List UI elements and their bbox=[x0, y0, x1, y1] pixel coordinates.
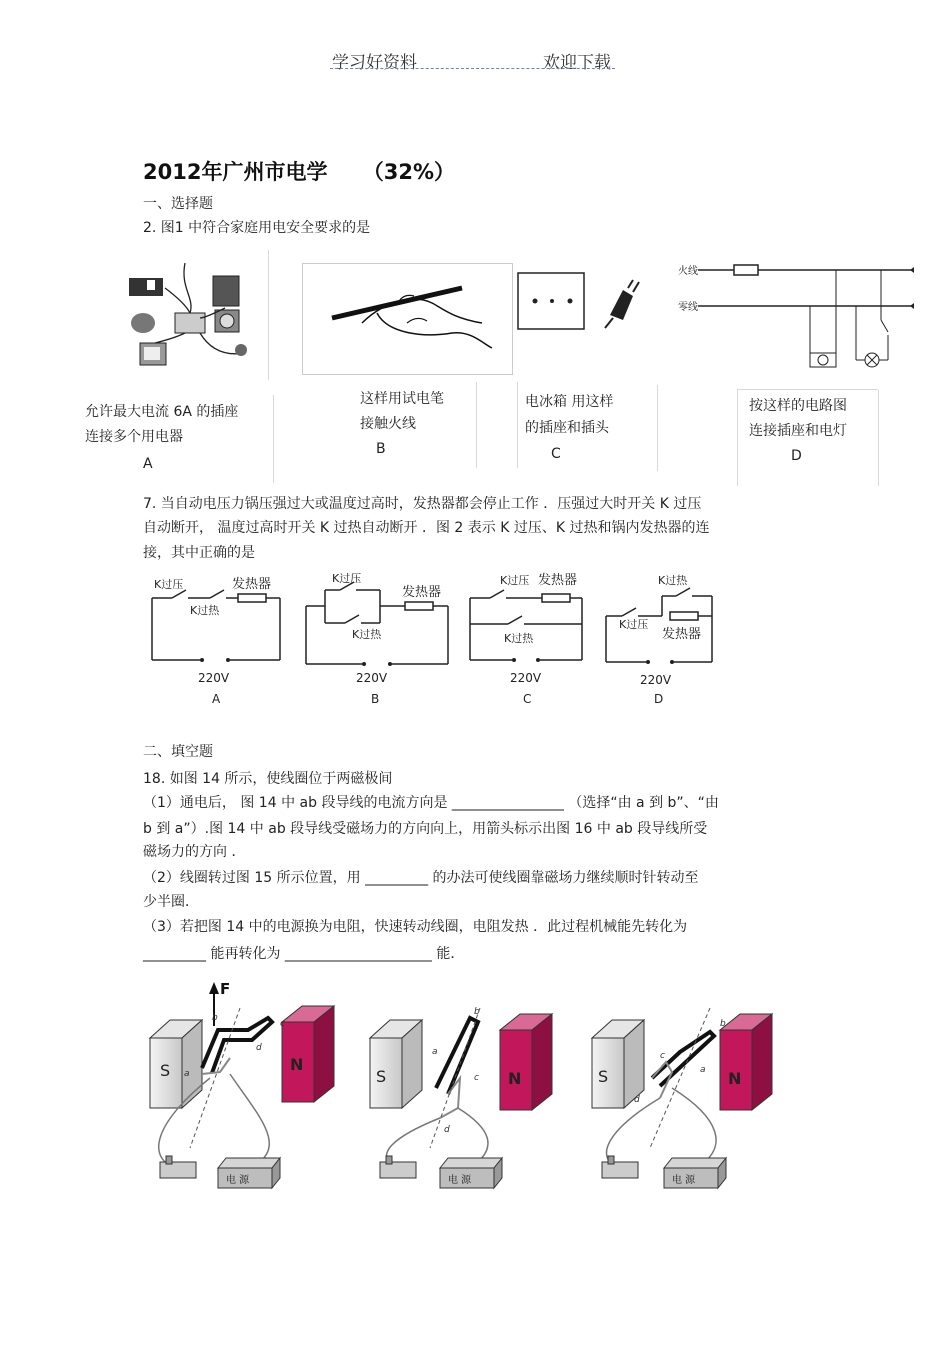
force-label: F bbox=[220, 980, 231, 998]
title-percent: （32%） bbox=[362, 160, 456, 184]
circuit-c-letter: C bbox=[523, 692, 532, 706]
neutral-wire-label: 零线 bbox=[678, 302, 698, 313]
wire-label-b: b bbox=[212, 1013, 218, 1023]
figure-test-pen bbox=[302, 263, 513, 375]
s-pole-label: S bbox=[598, 1067, 609, 1086]
n-pole-label: N bbox=[508, 1069, 522, 1088]
q2-option-a-line1: 允许最大电流 6A 的插座 bbox=[85, 404, 239, 420]
page-title bbox=[143, 156, 455, 186]
wire-label-c: c bbox=[660, 1051, 665, 1061]
k-overpressure-label: K过压 bbox=[332, 572, 362, 585]
divider bbox=[737, 390, 738, 486]
s-pole-label: S bbox=[160, 1061, 171, 1080]
wire-label-c: c bbox=[280, 1019, 285, 1029]
q18-part3-line2: _________ 能再转化为 _____________________ 能． bbox=[143, 946, 465, 962]
header-left: 学习好资料 bbox=[332, 53, 417, 73]
q18-part1-line2: b 到 a”）.图 14 中 ab 段导线受磁场力的方向向上，用箭头标示出图 16 中 ab 段导线所受 bbox=[143, 821, 708, 837]
q2-option-d-line1: 按这样的电路图 bbox=[749, 398, 847, 414]
header-underline bbox=[330, 68, 615, 69]
section-fill-in: 二、填空题 bbox=[143, 744, 213, 760]
divider bbox=[517, 382, 518, 468]
q2-option-b-line1: 这样用试电笔 bbox=[360, 391, 444, 407]
circuit-c bbox=[470, 572, 582, 706]
heater-label: 发热器 bbox=[402, 585, 442, 600]
circuit-a bbox=[152, 576, 280, 706]
divider bbox=[878, 390, 879, 486]
live-wire-label: 火线 bbox=[678, 266, 698, 277]
section-choice: 一、选择题 bbox=[143, 196, 213, 212]
circuit-b bbox=[306, 571, 448, 706]
q2-option-c-letter: C bbox=[551, 446, 561, 462]
figure-socket-plug bbox=[515, 270, 655, 334]
wire-label-c: c bbox=[474, 1073, 479, 1083]
heater-label: 发热器 bbox=[538, 573, 578, 588]
circuit-b-letter: B bbox=[371, 692, 380, 706]
divider bbox=[737, 389, 878, 390]
heater-label: 发热器 bbox=[232, 577, 272, 592]
divider bbox=[273, 395, 274, 483]
figure-2-circuits bbox=[140, 568, 730, 718]
figure-motor-coils bbox=[140, 978, 780, 1200]
circuit-d bbox=[606, 573, 712, 706]
q2-option-b-line2: 接触火线 bbox=[360, 416, 416, 432]
wire-label-b: b bbox=[720, 1019, 726, 1029]
figure-overloaded-socket bbox=[125, 258, 267, 374]
wire-label-a: a bbox=[184, 1069, 190, 1079]
k-overpressure-label: K过压 bbox=[154, 578, 184, 591]
divider bbox=[657, 385, 658, 471]
figure-home-circuit bbox=[676, 260, 916, 380]
k-overpressure-label: K过压 bbox=[619, 618, 649, 631]
q18-stem: 18. 如图 14 所示，使线圈位于两磁极间 bbox=[143, 771, 393, 787]
k-overpressure-label: K过压 bbox=[500, 574, 530, 587]
n-pole-label: N bbox=[290, 1055, 304, 1074]
k-overheat-label: K过热 bbox=[352, 628, 382, 641]
circuit-d-letter: D bbox=[654, 692, 664, 706]
voltage-label: 220V bbox=[356, 671, 388, 685]
q18-part2-line1: （2）线圈转过图 15 所示位置，用 _________ 的办法可使线圈靠磁场力继续顺时针转动至 bbox=[143, 870, 699, 886]
q2-option-a-line2: 连接多个用电器 bbox=[85, 429, 183, 445]
k-overheat-label: K过热 bbox=[190, 604, 220, 617]
k-overheat-label: K过热 bbox=[504, 632, 534, 645]
q2-option-c-line2: 的插座和插头 bbox=[525, 420, 609, 436]
q2-stem: 2. 图1 中符合家庭用电安全要求的是 bbox=[143, 220, 371, 236]
wire-label-d: d bbox=[634, 1095, 640, 1105]
wire-label-a: a bbox=[432, 1047, 438, 1057]
q2-option-d-letter: D bbox=[791, 448, 802, 464]
q18-part1-line3: 磁场力的方向 ． bbox=[143, 844, 246, 860]
q7-line3: 接，其中正确的是 bbox=[143, 545, 255, 561]
n-pole-label: N bbox=[728, 1069, 742, 1088]
q18-part3-line1: （3）若把图 14 中的电源换为电阻，快速转动线圈，电阻发热 ．此过程机械能先转化为 bbox=[143, 919, 688, 935]
wire-label-d: d bbox=[444, 1125, 450, 1135]
voltage-label: 220V bbox=[640, 673, 672, 687]
voltage-label: 220V bbox=[510, 671, 542, 685]
figure-16 bbox=[592, 1008, 772, 1188]
title-main: 2012年广州市电学 bbox=[143, 160, 328, 184]
power-label: 电 源 bbox=[226, 1175, 250, 1186]
wire-label-d: d bbox=[256, 1043, 262, 1053]
q2-option-a-letter: A bbox=[143, 456, 153, 472]
figure-15 bbox=[370, 1007, 552, 1188]
q2-option-d-line2: 连接插座和电灯 bbox=[749, 423, 847, 439]
power-label: 电 源 bbox=[448, 1175, 472, 1186]
voltage-label: 220V bbox=[198, 671, 230, 685]
power-label: 电 源 bbox=[672, 1175, 696, 1186]
wire-label-b: b bbox=[474, 1007, 480, 1017]
k-overheat-label: K过热 bbox=[658, 574, 688, 587]
q7-line1: 7. 当自动电压力锅压强过大或温度过高时，发热器都会停止工作 ．压强过大时开关 K 过压 bbox=[143, 496, 702, 512]
heater-label: 发热器 bbox=[662, 627, 702, 642]
wire-label-a: a bbox=[700, 1065, 706, 1075]
divider bbox=[476, 382, 477, 468]
circuit-a-letter: A bbox=[212, 692, 221, 706]
q2-option-b-letter: B bbox=[376, 441, 386, 457]
s-pole-label: S bbox=[376, 1067, 387, 1086]
figure-14 bbox=[150, 980, 334, 1188]
q2-option-c-line1: 电冰箱 用这样 bbox=[525, 394, 614, 410]
q18-part1-line1: （1）通电后， 图 14 中 ab 段导线的电流方向是 ________________ （选择“由 a 到 b”、“由 bbox=[143, 795, 719, 811]
q18-part2-line2: 少半圈． bbox=[143, 894, 199, 910]
divider bbox=[268, 250, 269, 380]
q7-line2: 自动断开， 温度过高时开关 K 过热自动断开 ．图 2 表示 K 过压、K 过热和锅内发热器的连 bbox=[143, 520, 710, 536]
header-right: 欢迎下载 bbox=[543, 53, 611, 73]
